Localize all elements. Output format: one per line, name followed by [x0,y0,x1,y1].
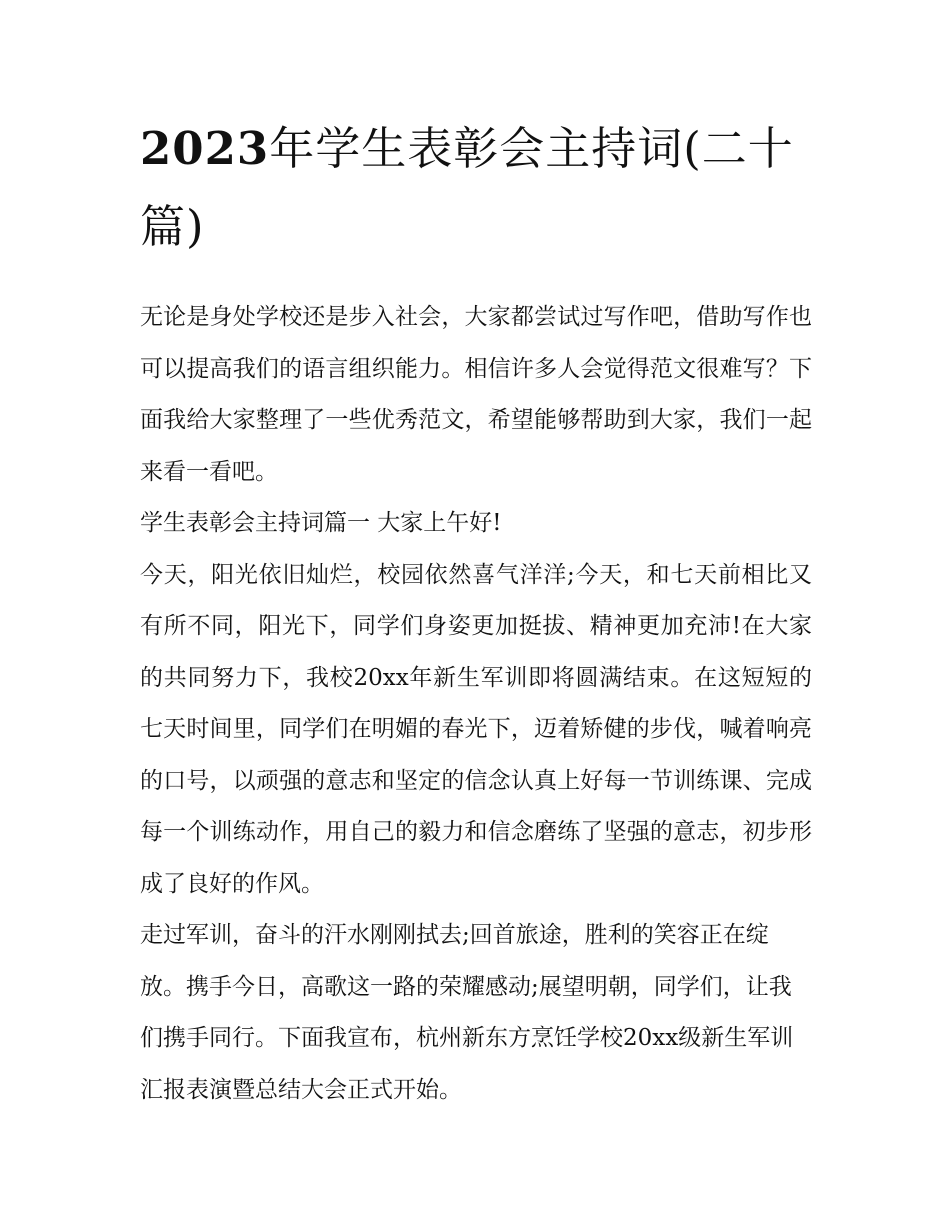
body-paragraph-1: 今天，阳光依旧灿烂，校园依然喜气洋洋;今天，和七天前相比又有所不同，阳光下，同学们身姿更加挺拔、精神更加充沛!在大家的共同努力下，我校20xx年新生军训即将圆满结束。在这短短的七天时间里，同学们在明媚的春光下，迈着矫健的步伐，喊着响亮的口号，以顽强的意志和坚定的信念认真上好每一节训练课、完成每一个训练动作，用自己的毅力和信念磨练了坚强的意志，初步形成了良好的作风。 [140,561,812,897]
document-title [140,110,812,266]
title-text: 年学生表彰会主持词(二十篇) [140,122,794,253]
body-paragraph-2: 走过军训，奋斗的汗水刚刚拭去;回首旅途，胜利的笑容正在绽放。携手今日，高歌这一路的荣耀感动;展望明朝，同学们，让我们携手同行。下面我宣布，杭州新东方烹饪学校20xx级新生军训汇报表演暨总结大会正式开始。 [140,922,794,1103]
intro-paragraph: 无论是身处学校还是步入社会，大家都尝试过写作吧，借助写作也可以提高我们的语言组织能力。相信许多人会觉得范文很难写？下面我给大家整理了一些优秀范文，希望能够帮助到大家，我们一起来看一看吧。 [140,304,812,485]
document-body [140,292,812,1116]
section-heading-paragraph: 学生表彰会主持词篇一 大家上午好! [140,510,502,536]
title-year: 2023 [140,122,270,175]
document-page [140,110,812,1116]
